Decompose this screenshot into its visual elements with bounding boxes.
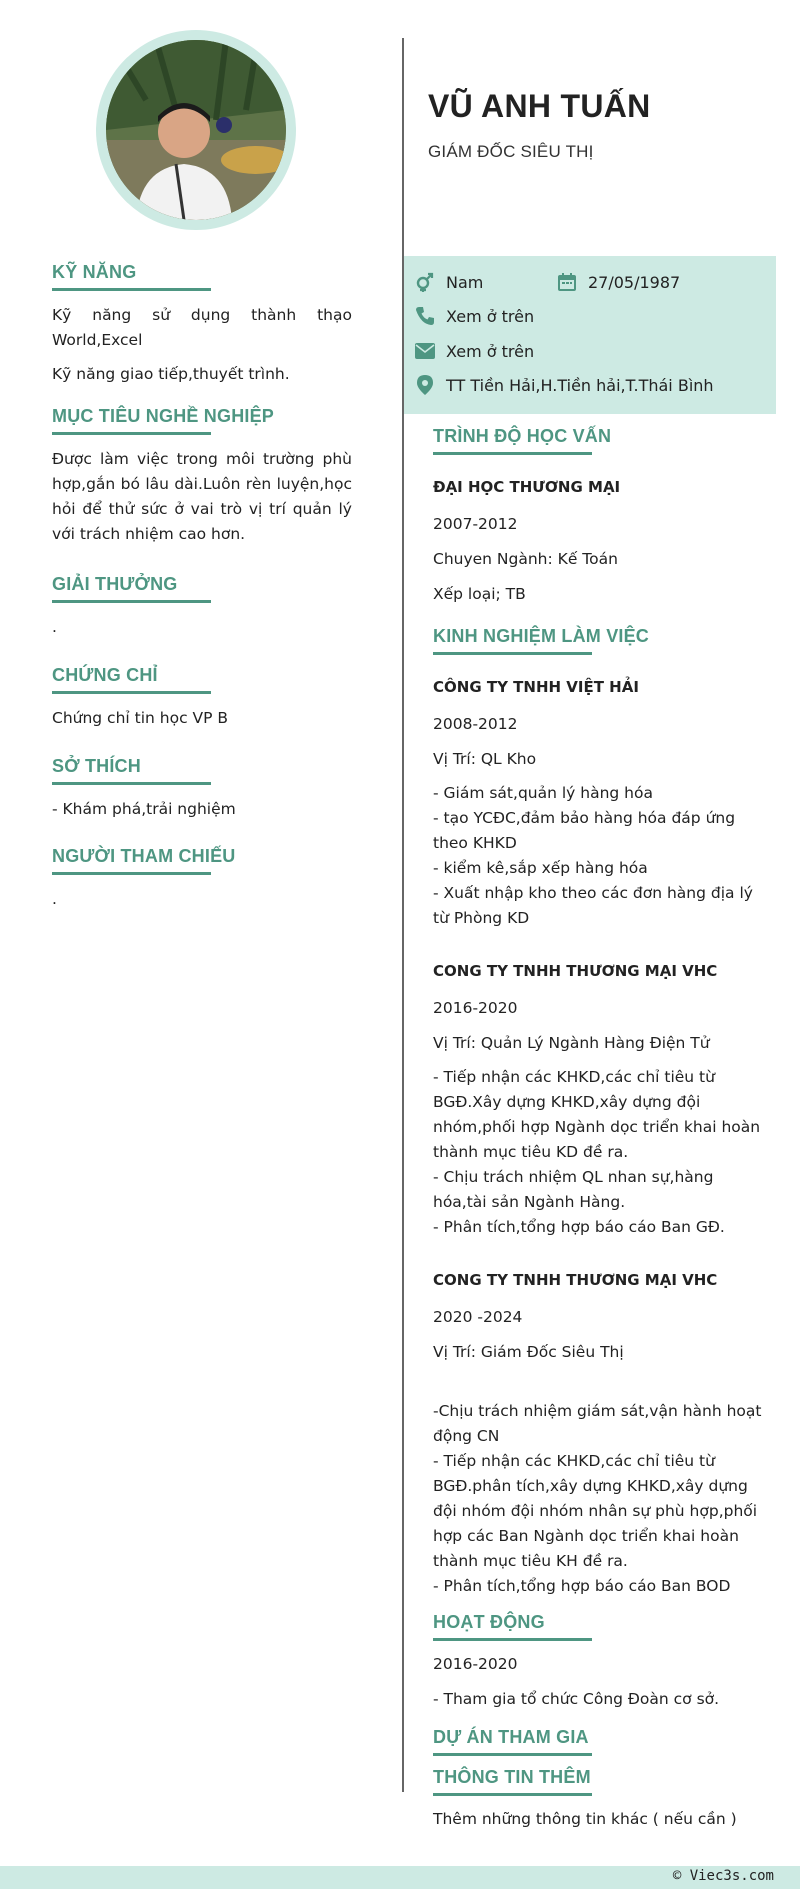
company-name: CONG TY TNHH THƯƠNG MẠI VHC (433, 962, 718, 980)
gender-value: Nam (446, 272, 484, 292)
contact-box (404, 256, 776, 414)
phone-icon (414, 305, 436, 327)
activities-body (433, 1652, 763, 1712)
gender-icon (414, 271, 436, 293)
skills-section (52, 262, 352, 387)
contact-address (414, 373, 714, 397)
job-entry (433, 675, 763, 931)
company-name: CÔNG TY TNHH VIỆT HẢI (433, 678, 639, 696)
contact-gender (414, 270, 483, 294)
education-body (433, 475, 763, 607)
address-value: TT Tiền Hải,H.Tiền hải,T.Thái Bình (446, 375, 714, 395)
objective-section (52, 406, 352, 547)
map-pin-icon (414, 374, 436, 396)
phone-value: Xem ở trên (446, 306, 535, 326)
duty-line: nhóm,phối hợp Ngành dọc triển khai hoàn (433, 1118, 761, 1136)
hobbies-section (52, 756, 352, 822)
job-duties (433, 1399, 763, 1599)
footer-bar (0, 1866, 800, 1889)
section-underline (433, 1793, 592, 1796)
extra-text: Thêm những thông tin khác ( nếu cần ) (433, 1810, 737, 1828)
duty-line: - kiểm kê,sắp xếp hàng hóa (433, 859, 648, 877)
section-underline (52, 432, 211, 435)
job-position: Vị Trí: QL Kho (433, 750, 537, 768)
objective-text: Được làm việc trong môi trường phù hợp,gắn bó lâu dài.Luôn rèn luyện,học hỏi để thử sức ở vai trò vị trí quản lý với trách nhiệm cao hơn. (52, 450, 352, 543)
job-years: 2008-2012 (433, 715, 518, 733)
activities-text: - Tham gia tổ chức Công Đoàn cơ sở. (433, 1690, 720, 1708)
education-grade: Xếp loại; TB (433, 585, 526, 603)
duty-line: - Phân tích,tổng hợp báo cáo Ban GĐ. (433, 1218, 725, 1236)
section-underline (52, 872, 211, 875)
duty-line: thành mục tiêu KD đề ra. (433, 1143, 629, 1161)
awards-title: GIẢI THƯỞNG (52, 574, 178, 594)
projects-title: DỰ ÁN THAM GIA (433, 1727, 589, 1747)
job-years: 2020 -2024 (433, 1308, 523, 1326)
job-duties (433, 781, 763, 931)
calendar-icon (556, 271, 578, 293)
certs-text: Chứng chỉ tin học VP B (52, 709, 229, 727)
section-underline (52, 691, 211, 694)
duty-line: - Giám sát,quản lý hàng hóa (433, 784, 653, 802)
envelope-icon (414, 340, 436, 362)
duty-line: - Tiếp nhận các KHKD,các chỉ tiêu từ (433, 1452, 715, 1470)
education-major: Chuyen Ngành: Kế Toán (433, 550, 618, 568)
extra-title: THÔNG TIN THÊM (433, 1767, 591, 1787)
education-years: 2007-2012 (433, 515, 518, 533)
projects-section (433, 1727, 763, 1756)
contact-phone (414, 304, 534, 328)
contact-dob (556, 270, 680, 294)
duty-line: -Chịu trách nhiệm giám sát,vận hành hoạt (433, 1402, 762, 1420)
skill-item: Kỹ năng sử dụng thành thạo World,Excel (52, 306, 352, 349)
duty-line: - Chịu trách nhiệm QL nhan sự,hàng (433, 1168, 714, 1186)
duty-line: hợp các Ban Ngành dọc triển khai hoàn (433, 1527, 739, 1545)
references-section (52, 846, 352, 912)
duty-line: - tạo YCĐC,đảm bảo hàng hóa đáp ứng (433, 809, 736, 827)
duty-line: BGĐ.phân tích,xây dựng KHKD,xây dựng (433, 1477, 748, 1495)
company-name: CONG TY TNHH THƯƠNG MẠI VHC (433, 1271, 718, 1289)
skills-body (52, 303, 352, 387)
experience-title: KINH NGHIỆM LÀM VIỆC (433, 626, 650, 646)
activities-title: HOẠT ĐỘNG (433, 1612, 545, 1632)
awards-text: . (52, 618, 57, 636)
section-underline (52, 600, 211, 603)
job-entry (433, 959, 763, 1240)
duty-line: đội nhóm đội nhóm nhân sự phù hợp,phối (433, 1502, 758, 1520)
objective-title: MỤC TIÊU NGHỀ NGHIỆP (52, 406, 275, 426)
duty-line: từ Phòng KD (433, 909, 530, 927)
skills-title: KỸ NĂNG (52, 262, 137, 282)
email-value: Xem ở trên (446, 341, 535, 361)
activities-years: 2016-2020 (433, 1655, 518, 1673)
footer-credit: © Viec3s.com (672, 1868, 774, 1884)
section-underline (433, 1753, 592, 1756)
certs-section (52, 665, 352, 731)
duty-line: hóa,tài sản Ngành Hàng. (433, 1193, 626, 1211)
duty-line: thành mục tiêu KH đề ra. (433, 1552, 628, 1570)
references-text: . (52, 890, 57, 908)
section-underline (433, 652, 592, 655)
education-title: TRÌNH ĐỘ HỌC VẤN (433, 426, 612, 446)
education-section (433, 426, 763, 607)
experience-section (433, 626, 763, 1599)
duty-line: theo KHKD (433, 834, 517, 852)
certs-title: CHỨNG CHỈ (52, 665, 158, 685)
job-duties (433, 1065, 763, 1240)
contact-email (414, 339, 534, 363)
duty-line: - Xuất nhập kho theo các đơn hàng địa lý (433, 884, 753, 902)
duty-line: - Tiếp nhận các KHKD,các chỉ tiêu từ (433, 1068, 715, 1086)
duty-line: - Phân tích,tổng hợp báo cáo Ban BOD (433, 1577, 731, 1595)
duty-line: động CN (433, 1427, 500, 1445)
section-underline (52, 782, 211, 785)
school-name: ĐẠI HỌC THƯƠNG MẠI (433, 478, 621, 496)
dob-value: 27/05/1987 (588, 272, 681, 292)
job-position: Vị Trí: Giám Đốc Siêu Thị (433, 1343, 624, 1361)
hobbies-title: SỞ THÍCH (52, 756, 141, 776)
skill-item: Kỹ năng giao tiếp,thuyết trình. (52, 365, 290, 383)
job-position: Vị Trí: Quản Lý Ngành Hàng Điện Tử (433, 1034, 710, 1052)
activities-section (433, 1612, 763, 1712)
avatar (106, 40, 286, 220)
extra-section (433, 1767, 763, 1832)
hobbies-text: - Khám phá,trải nghiệm (52, 800, 236, 818)
awards-section (52, 574, 352, 640)
job-entry (433, 1268, 763, 1599)
job-title: GIÁM ĐỐC SIÊU THỊ (428, 142, 594, 161)
job-years: 2016-2020 (433, 999, 518, 1017)
section-underline (433, 1638, 592, 1641)
person-name: VŨ ANH TUẤN (428, 88, 651, 124)
section-underline (52, 288, 211, 291)
duty-line: BGĐ.Xây dựng KHKD,xây dựng đội (433, 1093, 701, 1111)
references-title: NGƯỜI THAM CHIẾU (52, 846, 236, 866)
section-underline (433, 452, 592, 455)
